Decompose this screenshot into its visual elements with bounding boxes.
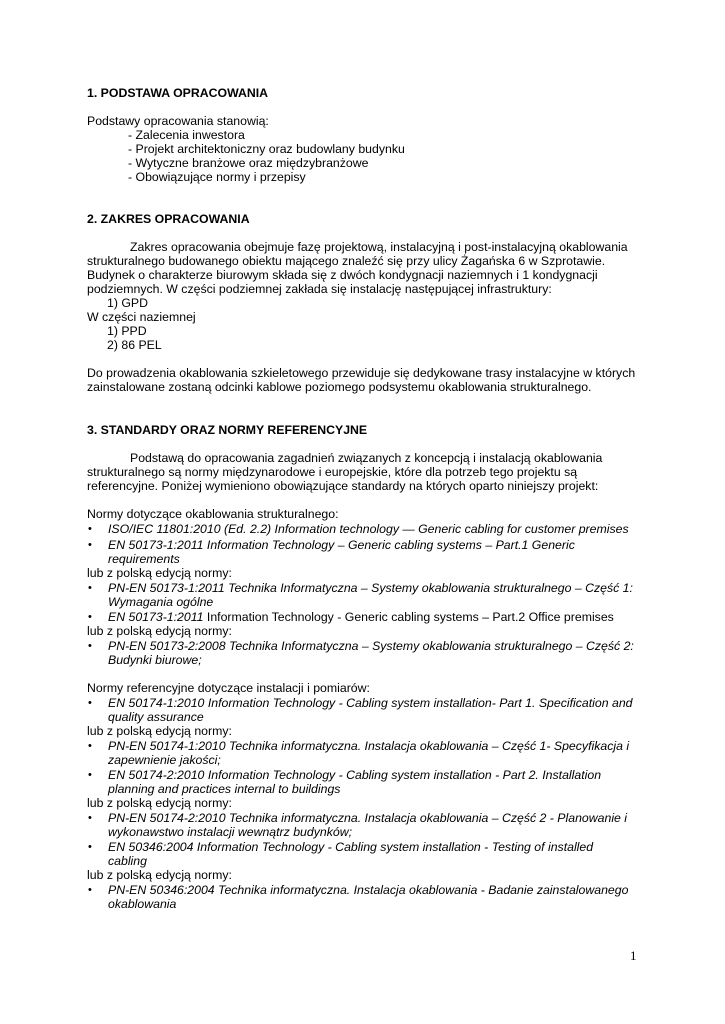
s2-para-line: Budynek o charakterze biurowym składa się z dwóch kondygnacji naziemnych i 1 kondygnacji	[87, 268, 598, 282]
norm-item: EN 50173-1:2011 Information Technology – Generic cabling systems – Part.1 Generic	[108, 538, 575, 552]
s2-para-line: strukturalnego budowanego obiektu mającego znaleźć się przy ulicy Żagańska 6 w Szprotawie.	[87, 254, 606, 268]
polish-edition-label: lub z polską edycją normy:	[87, 868, 232, 882]
s1-item: - Zalecenia inwestora	[128, 128, 245, 142]
norm-item-cont: planning and practices internal to buildings	[108, 782, 341, 796]
norm-item: EN 50174-2:2010 Information Technology - Cabling system installation - Part 2. Installation	[108, 768, 602, 782]
norm-item: PN-EN 50173-1:2011 Technika Informatyczna – Systemy okablowania strukturalnego – Część 1:	[108, 581, 633, 595]
norms-label: Normy dotyczące okablowania strukturalnego:	[87, 507, 339, 521]
norm-item-cont: Wymagania ogólne	[108, 595, 214, 609]
s1-item: - Wytyczne branżowe oraz międzybranżowe	[128, 156, 369, 170]
norm-item: PN-EN 50346:2004 Technika informatyczna. Instalacja okablowania - Badanie zainstalowanego	[108, 883, 629, 897]
bullet: •	[88, 812, 92, 824]
norm-item-cont: quality assurance	[108, 710, 204, 724]
norm-item: PN-EN 50174-2:2010 Technika informatyczna. Instalacja okablowania – Część 2 - Planowanie i	[108, 811, 628, 825]
bullet: •	[88, 740, 92, 752]
norm-item-cont: Budynki biurowe;	[108, 653, 202, 667]
s1-item: - Projekt architektoniczny oraz budowlany budynku	[128, 142, 405, 156]
bullet: •	[88, 611, 92, 623]
s2-para-line: Zakres opracowania obejmuje fazę projektową, instalacyjną i post-instalacyjną okablowania	[130, 240, 628, 254]
bullet: •	[88, 697, 92, 709]
norm-item-cont: okablowania	[108, 897, 177, 911]
norm-code: EN 50173-1:2011	[108, 610, 204, 624]
norm-item-cont: zapewnienie jakości;	[108, 753, 221, 767]
norm-item-cont: requirements	[108, 552, 180, 566]
bullet: •	[88, 640, 92, 652]
bullet: •	[88, 582, 92, 594]
bullet: •	[88, 841, 92, 853]
s2-above-label: W części naziemnej	[87, 310, 196, 324]
s1-item: - Obowiązujące normy i przepisy	[128, 170, 306, 184]
norm-item	[108, 610, 614, 624]
s2-para-line: Do prowadzenia okablowania szkieletowego przewiduje się dedykowane trasy instalacyjne w których	[87, 366, 636, 380]
page-number: 1	[630, 948, 637, 963]
norm-item: EN 50174-1:2010 Information Technology - Cabling system installation- Part 1. Specification and	[108, 696, 633, 710]
s2-list-item: 1) GPD	[107, 296, 148, 310]
norm-item: EN 50346:2004 Information Technology - Cabling system installation - Testing of installed	[108, 840, 594, 854]
s3-para-line: referencyjne. Poniżej wymieniono obowiązujące standardy na których oparto niniejszy projekt:	[87, 479, 599, 493]
norm-title: Information Technology - Generic cabling systems – Part.2 Office premises	[203, 610, 614, 624]
s3-para-line: strukturalnego są normy międzynarodowe i europejskie, które dla potrzeb tego projektu są	[87, 465, 578, 479]
s3-para-line: Podstawą do opracowania zagadnień związanych z koncepcją i instalacją okablowania	[130, 451, 603, 465]
ref-norms-label: Normy referencyjne dotyczące instalacji i pomiarów:	[87, 681, 370, 695]
s2-list-item: 1) PPD	[107, 324, 147, 338]
bullet: •	[88, 539, 92, 551]
polish-edition-label: lub z polską edycją normy:	[87, 724, 232, 738]
s2-para-line: podziemnych. W części podziemnej zakłada się instalację następującej infrastruktury:	[87, 282, 552, 296]
s2-para-line: zainstalowane zostaną odcinki kablowe poziomego podsystemu okablowania strukturalnego.	[87, 380, 592, 394]
s2-list-item: 2) 86 PEL	[107, 338, 162, 352]
norm-item: PN-EN 50174-1:2010 Technika informatyczna. Instalacja okablowania – Część 1- Specyfikacja i	[108, 739, 630, 753]
polish-edition-label: lub z polską edycją normy:	[87, 624, 232, 638]
norm-item: ISO/IEC 11801:2010 (Ed. 2.2) Information technology — Generic cabling for customer premises	[108, 522, 629, 536]
norm-item-cont: cabling	[108, 854, 147, 868]
norm-item: PN-EN 50173-2:2008 Technika Informatyczna – Systemy okablowania strukturalnego – Część 2:	[108, 639, 634, 653]
section-2-heading: 2. ZAKRES OPRACOWANIA	[87, 212, 250, 226]
norm-item-cont: wykonawstwo instalacji wewnątrz budynków;	[108, 825, 352, 839]
bullet: •	[88, 769, 92, 781]
section-3-heading: 3. STANDARDY ORAZ NORMY REFERENCYJNE	[87, 423, 368, 437]
polish-edition-label: lub z polską edycją normy:	[87, 566, 232, 580]
bullet: •	[88, 523, 92, 535]
s1-intro: Podstawy opracowania stanowią:	[87, 114, 269, 128]
section-1-heading: 1. PODSTAWA OPRACOWANIA	[87, 86, 269, 100]
polish-edition-label: lub z polską edycją normy:	[87, 796, 232, 810]
bullet: •	[88, 884, 92, 896]
